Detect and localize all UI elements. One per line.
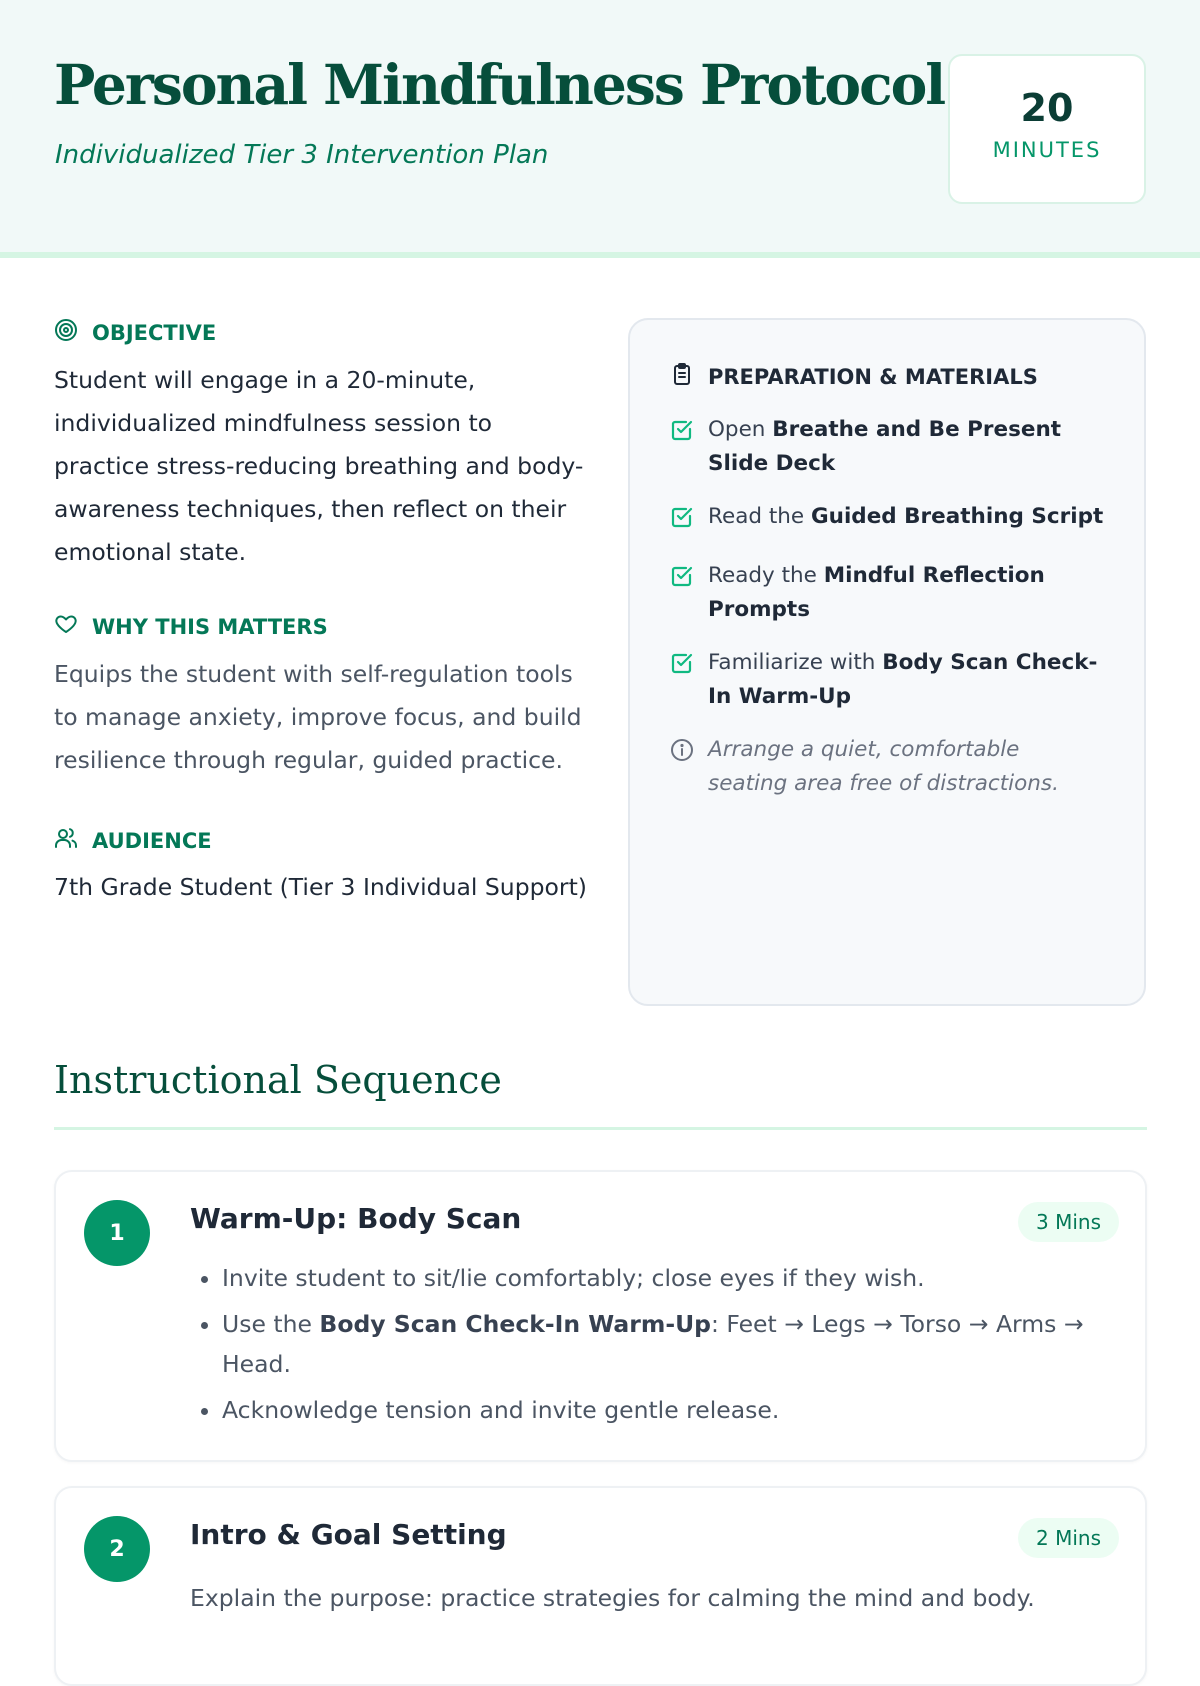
preparation-item-text: Ready the Mindful Reflection Prompts (708, 563, 1045, 622)
step-number: 1 (84, 1200, 150, 1266)
info-icon (670, 733, 694, 801)
checkbox-checked-icon (670, 646, 694, 714)
objective-heading-label: OBJECTIVE (92, 320, 217, 345)
why-heading-label: WHY THIS MATTERS (92, 614, 328, 639)
objective-heading (54, 318, 594, 347)
audience-heading-label: AUDIENCE (92, 828, 212, 853)
step-description: Explain the purpose: practice strategies for calming the mind and body. (190, 1584, 1035, 1612)
step-title: Intro & Goal Setting (190, 1518, 507, 1551)
step-bullet: • Invite student to sit/lie comfortably; close eyes if they wish. (222, 1258, 1105, 1298)
heart-icon (54, 612, 78, 641)
why-heading (54, 612, 594, 641)
preparation-card (628, 318, 1146, 1006)
audience-text: 7th Grade Student (Tier 3 Individual Support) (54, 873, 587, 901)
preparation-item (670, 646, 1104, 714)
preparation-item (670, 413, 1104, 481)
step-bullet: • Use the Body Scan Check-In Warm-Up: Feet → Legs → Torso → Arms → Head. (222, 1304, 1105, 1384)
page-subtitle: Individualized Tier 3 Intervention Plan (55, 140, 549, 170)
checkbox-checked-icon (670, 559, 694, 627)
step-duration-badge: 2 Mins (1018, 1518, 1119, 1558)
preparation-item-text: Open Breathe and Be Present Slide Deck (708, 417, 1062, 476)
duration-value: 20 (1020, 86, 1074, 130)
preparation-item-text: Read the Guided Breathing Script (708, 504, 1104, 529)
overview-column (54, 318, 594, 907)
duration-card (948, 54, 1146, 204)
step-duration-badge: 3 Mins (1018, 1202, 1119, 1242)
step-bullet-list (190, 1258, 1105, 1436)
step-title: Warm-Up: Body Scan (190, 1202, 522, 1235)
clipboard-icon (670, 362, 694, 391)
checkbox-checked-icon (670, 413, 694, 481)
objective-text: Student will engage in a 20-minute, individualized mindfulness session to practice stress-reducing breathing and body-awareness techniques, then reflect on their emotional state. (54, 366, 584, 566)
sequence-title: Instructional Sequence (54, 1058, 502, 1102)
why-text: Equips the student with self-regulation tools to manage anxiety, improve focus, and build resilience through regular, guided practice. (54, 660, 582, 774)
preparation-item (670, 559, 1104, 627)
checkbox-checked-icon (670, 500, 694, 540)
duration-unit: MINUTES (992, 138, 1102, 162)
sequence-divider (54, 1127, 1147, 1130)
preparation-list (670, 413, 1104, 714)
preparation-heading-label: PREPARATION & MATERIALS (708, 364, 1038, 389)
target-icon (54, 318, 78, 347)
preparation-note (670, 733, 1104, 801)
page-title: Personal Mindfulness Protocol (54, 52, 945, 117)
step-bullet: • Acknowledge tension and invite gentle release. (222, 1390, 1105, 1430)
preparation-note-text: Arrange a quiet, comfortable seating area free of distractions. (708, 737, 1059, 796)
audience-heading (54, 826, 594, 855)
preparation-item (670, 500, 1104, 540)
sequence-step-card (54, 1486, 1147, 1686)
header (0, 0, 1200, 258)
preparation-item-text: Familiarize with Body Scan Check-In Warm-Up (708, 650, 1098, 709)
users-icon (54, 826, 78, 855)
preparation-heading (670, 362, 1104, 391)
step-number: 2 (84, 1516, 150, 1582)
sequence-step-card (54, 1170, 1147, 1462)
